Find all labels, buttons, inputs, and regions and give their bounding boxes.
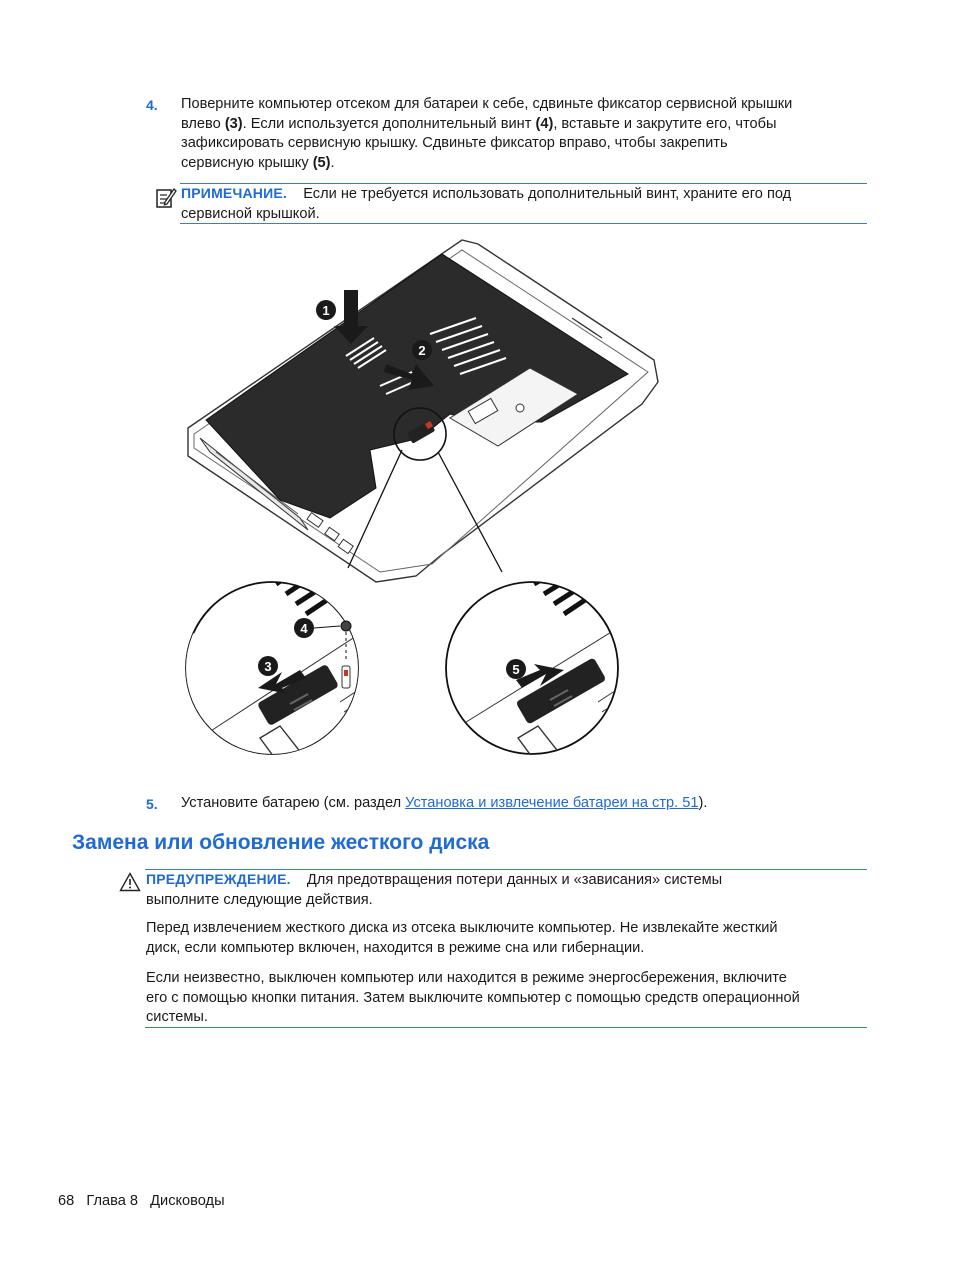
callout-3-label: 3	[264, 659, 272, 674]
warning-icon	[119, 872, 141, 892]
warning-p2-line-3: системы.	[146, 1009, 208, 1025]
warning-p1-line-2: диск, если компьютер включен, находится в режиме сна или гибернации.	[146, 939, 645, 956]
note-label: ПРИМЕЧАНИЕ.	[181, 185, 288, 201]
step-4-line-2: влево (3). Если используется дополнительный винт (4), вставьте и закрутите его, чтобы	[181, 115, 777, 132]
warning-line-1: Для предотвращения потери данных и «зависания» системы	[306, 872, 723, 888]
note-line-1: Если не требуется использовать дополнительный винт, храните его под	[303, 186, 792, 202]
warning-text	[146, 870, 871, 910]
callout-5-label: 5	[512, 662, 520, 677]
step-4-line-1: Поверните компьютер отсеком для батареи к себе, сдвиньте фиксатор сервисной крышки	[181, 96, 793, 112]
latch-open	[342, 666, 350, 688]
step-4-line-4: сервисную крышку (5).	[181, 154, 335, 171]
page-number: 68	[58, 1193, 75, 1209]
zoom-circle-left	[180, 562, 390, 776]
zoom-circle-right	[446, 562, 650, 768]
step-5-text	[181, 794, 871, 814]
callout-4-label: 4	[300, 621, 308, 636]
warning-line-2: выполните следующие действия.	[146, 891, 373, 908]
warning-bottom-rule	[145, 1027, 867, 1028]
latch-open-indicator	[344, 670, 348, 676]
warning-p2-line-1: Если неизвестно, выключен компьютер или находится в режиме энергосбережения, включите	[146, 970, 787, 986]
warning-paragraph-1	[146, 919, 871, 958]
note-icon	[155, 186, 177, 210]
step-4-text	[181, 95, 871, 173]
section-title: Замена или обновление жесткого диска	[72, 831, 490, 854]
callout-2-label: 2	[418, 343, 426, 358]
warning-paragraph-2	[146, 969, 871, 1028]
note-bottom-rule	[180, 223, 867, 224]
callout-1-label: 1	[322, 303, 330, 318]
service-cover-illustration	[180, 238, 670, 776]
step-4-line-3: зафиксировать сервисную крышку. Сдвиньте фиксатор вправо, чтобы закрепить	[181, 135, 728, 151]
bay-screw-hole	[516, 404, 524, 412]
step-number: 4.	[146, 97, 158, 113]
battery-install-link[interactable]: Установка и извлечение батареи на стр. 51	[405, 795, 699, 811]
warning-label: ПРЕДУПРЕЖДЕНИЕ.	[146, 871, 291, 887]
screw	[341, 621, 351, 631]
step-number-5: 5.	[146, 796, 158, 812]
chapter-title: Дисководы	[150, 1193, 225, 1209]
page-footer	[58, 1193, 225, 1209]
step-5-after: ).	[698, 795, 708, 811]
note-line-2: сервисной крышкой.	[181, 205, 320, 222]
step-5-before: Установите батарею (см. раздел	[181, 795, 406, 811]
warning-p2-line-2: его с помощью кнопки питания. Затем выключите компьютер с помощью средств операционной	[146, 989, 800, 1006]
note-text	[181, 184, 871, 224]
warning-p1-line-1: Перед извлечением жесткого диска из отсека выключите компьютер. Не извлекайте жесткий	[146, 920, 778, 936]
chapter-label: Глава 8	[86, 1193, 138, 1209]
